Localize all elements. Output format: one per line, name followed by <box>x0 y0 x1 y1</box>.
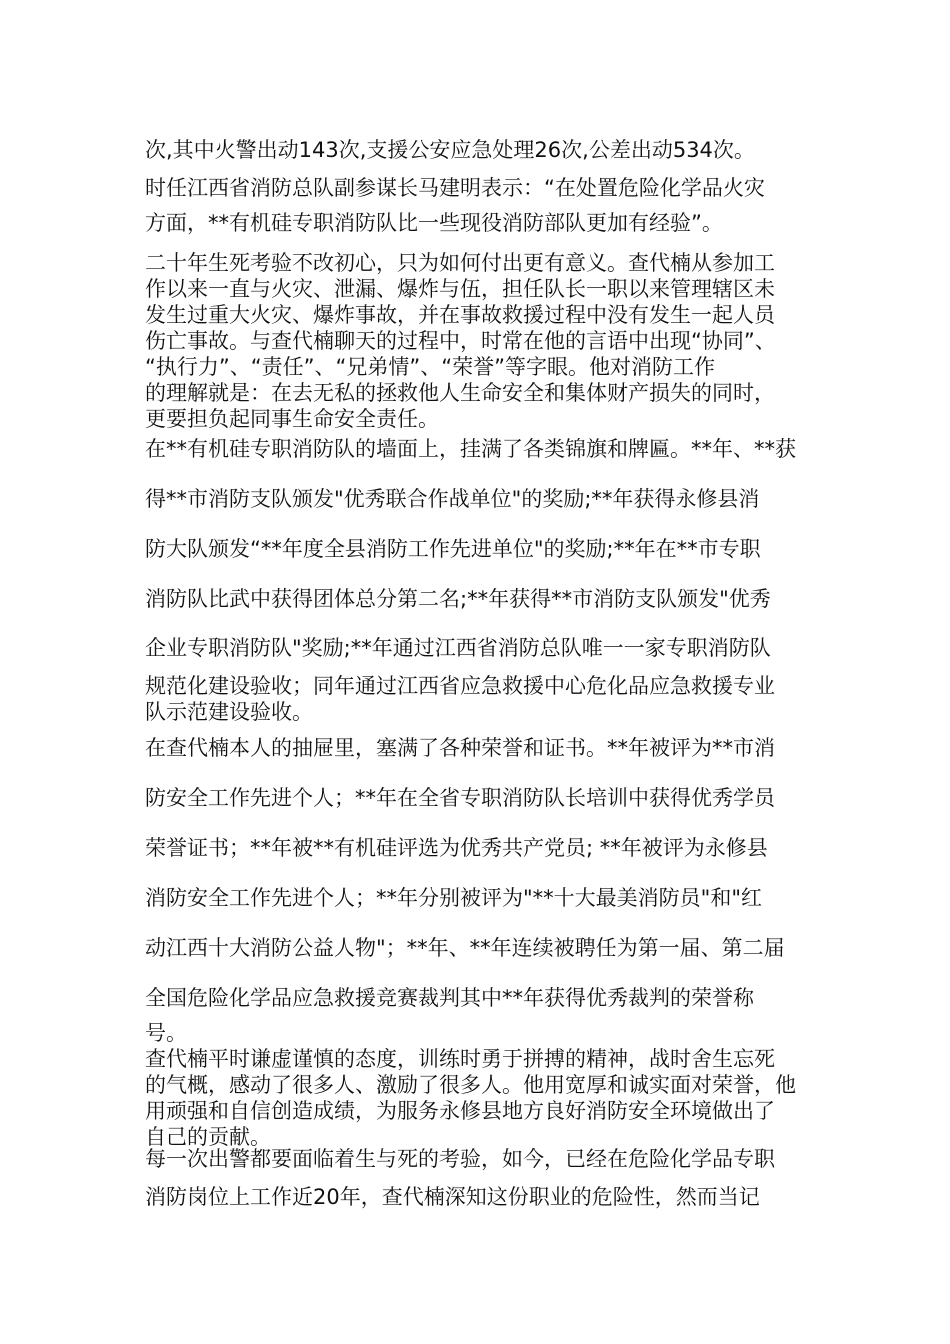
text-line: 消防安全工作先进个人；**年分别被评为"**十大最美消防员"和"红 <box>145 886 762 910</box>
text-line: 方面，**有机硅专职消防队比一些现役消防部队更加有经验”。 <box>145 211 723 235</box>
text-line: 在**有机硅专职消防队的墙面上，挂满了各类锦旗和牌匾。**年、**获 <box>145 437 796 461</box>
text-line: 作以来一直与火灾、泄漏、爆炸与伍，担任队长一职以来管理辖区未 <box>145 277 775 301</box>
text-line: 消防队比武中获得团体总分第二名;**年获得**市消防支队颁发"优秀 <box>145 587 771 611</box>
text-line: 消防岗位上工作近20年，查代楠深知这份职业的危险性，然而当记 <box>145 1185 760 1209</box>
text-line: 得**市消防支队颁发"优秀联合作战单位"的奖励;**年获得永修县消 <box>145 487 760 511</box>
text-line: 荣誉证书；**年被**有机硅评选为优秀共产党员; **年被评为永修县 <box>145 836 768 860</box>
text-line: 时任江西省消防总队副参谋长马建明表示：“在处置危险化学品火灾 <box>145 176 765 200</box>
text-line: 用顽强和自信创造成绩，为服务永修县地方良好消防安全环境做出了 <box>145 1099 775 1123</box>
text-line: 自己的贡献。 <box>145 1125 271 1149</box>
text-line: 动江西十大消防公益人物"；**年、**年连续被聘任为第一届、第二届 <box>145 936 785 960</box>
text-line: 二十年生死考验不改初心，只为如何付出更有意义。查代楠从参加工 <box>145 251 775 275</box>
text-line: 号。 <box>145 1021 187 1045</box>
text-line: 队示范建设验收。 <box>145 700 313 724</box>
text-line: 在查代楠本人的抽屉里，塞满了各种荣誉和证书。**年被评为**市消 <box>145 736 775 760</box>
text-line: 每一次出警都要面临着生与死的考验，如今，已经在危险化学品专职 <box>145 1147 775 1171</box>
text-line: 查代楠平时谦虚谨慎的态度，训练时勇于拼搏的精神，战时舍生忘死 <box>145 1047 775 1071</box>
text-line: 防大队颁发“**年度全县消防工作先进单位"的奖励;**年在**市专职 <box>145 537 761 561</box>
text-line: 更要担负起同事生命安全责任。 <box>145 407 439 431</box>
text-line: “执行力”、“责任”、“兄弟情”、“荣誉”等字眼。他对消防工作 <box>145 355 716 379</box>
text-line: 规范化建设验收；同年通过江西省应急救援中心危化品应急救援专业 <box>145 674 775 698</box>
text-line: 防安全工作先进个人；**年在全省专职消防队长培训中获得优秀学员 <box>145 786 775 810</box>
text-line: 全国危险化学品应急救援竞赛裁判其中**年获得优秀裁判的荣誉称 <box>145 986 754 1010</box>
text-line: 企业专职消防队"奖励;**年通过江西省消防总队唯一一家专职消防队 <box>145 636 771 660</box>
text-line: 发生过重大火灾、爆炸事故，并在事故救援过程中没有发生一起人员 <box>145 303 775 327</box>
text-line: 伤亡事故。与查代楠聊天的过程中，时常在他的言语中出现“协同”、 <box>145 329 776 353</box>
text-line: 次,其中火警出动143次,支援公安应急处理26次,公差出动534次。 <box>145 138 755 162</box>
text-line: 的气概，感动了很多人、激励了很多人。他用宽厚和诚实面对荣誉，他 <box>145 1073 796 1097</box>
text-line: 的理解就是：在去无私的拯救他人生命安全和集体财产损失的同时， <box>145 381 775 405</box>
